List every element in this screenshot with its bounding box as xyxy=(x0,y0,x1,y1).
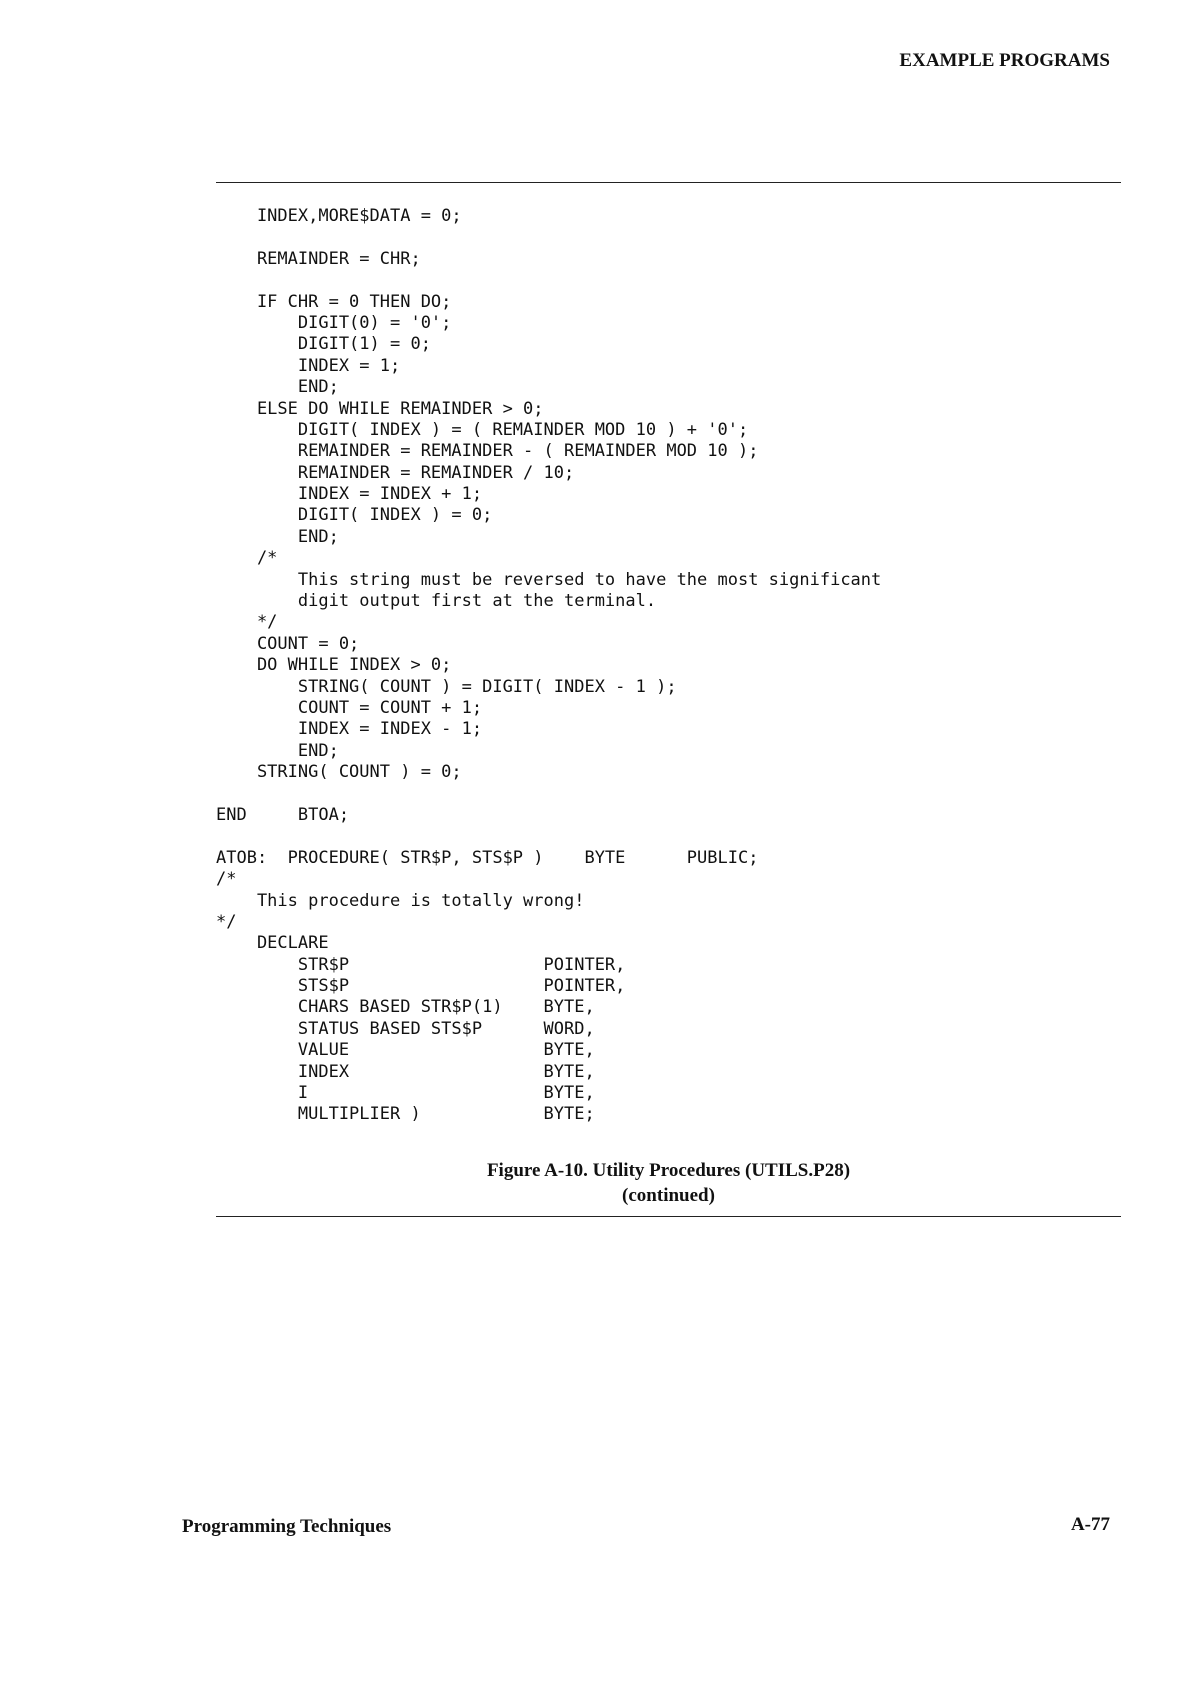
code-line: MULTIPLIER ) BYTE; xyxy=(216,1104,595,1125)
code-line xyxy=(216,784,1116,805)
code-line: STRING( COUNT ) = DIGIT( INDEX - 1 ); xyxy=(216,676,677,697)
code-line xyxy=(216,270,1116,291)
bottom-rule xyxy=(216,1216,1121,1217)
page-number: A-77 xyxy=(1070,1514,1110,1535)
code-line: DIGIT( INDEX ) = ( REMAINDER MOD 10 ) + '0'; xyxy=(216,419,749,440)
code-line: /* xyxy=(216,869,237,890)
code-line: COUNT = COUNT + 1; xyxy=(216,697,483,718)
code-line: DECLARE xyxy=(216,933,329,954)
code-line: CHARS BASED STR$P(1) BYTE, xyxy=(216,997,595,1018)
code-line: INDEX = INDEX + 1; xyxy=(216,484,483,505)
top-rule xyxy=(216,182,1121,183)
footer-chapter-title: Programming Techniques xyxy=(182,1516,392,1537)
code-line: REMAINDER = REMAINDER / 10; xyxy=(216,462,575,483)
code-line: DO WHILE INDEX > 0; xyxy=(216,655,452,676)
code-line: */ xyxy=(216,612,278,633)
code-line: INDEX BYTE, xyxy=(216,1061,595,1082)
code-line: IF CHR = 0 THEN DO; xyxy=(216,291,452,312)
code-line: DIGIT(0) = '0'; xyxy=(216,312,452,333)
code-line: ELSE DO WHILE REMAINDER > 0; xyxy=(216,398,544,419)
code-line: INDEX = 1; xyxy=(216,355,401,376)
code-line: VALUE BYTE, xyxy=(216,1040,595,1061)
code-line: DIGIT( INDEX ) = 0; xyxy=(216,505,493,526)
code-line: This string must be reversed to have the most significant xyxy=(216,569,882,590)
code-listing xyxy=(216,206,1116,1126)
code-line: STRING( COUNT ) = 0; xyxy=(216,762,462,783)
code-line: digit output first at the terminal. xyxy=(216,591,657,612)
code-line: STS$P POINTER, xyxy=(216,976,626,997)
code-line: /* xyxy=(216,548,278,569)
code-line: END BTOA; xyxy=(216,804,350,825)
code-line: STR$P POINTER, xyxy=(216,954,626,975)
code-line: INDEX = INDEX - 1; xyxy=(216,719,483,740)
code-line: REMAINDER = CHR; xyxy=(216,248,421,269)
code-line: STATUS BASED STS$P WORD, xyxy=(216,1018,595,1039)
code-line xyxy=(216,826,1116,847)
caption-line-1: Figure A-10. Utility Procedures (UTILS.P28) xyxy=(486,1160,851,1181)
code-line: This procedure is totally wrong! xyxy=(216,890,585,911)
figure-caption xyxy=(216,1158,1121,1208)
section-title: EXAMPLE PROGRAMS xyxy=(899,50,1110,71)
code-line: REMAINDER = REMAINDER - ( REMAINDER MOD 10 ); xyxy=(216,441,759,462)
caption-line-2: (continued) xyxy=(622,1185,715,1206)
code-line: INDEX,MORE$DATA = 0; xyxy=(216,206,462,226)
code-line: END; xyxy=(216,526,339,547)
code-line: I BYTE, xyxy=(216,1083,595,1104)
code-line: */ xyxy=(216,911,237,932)
code-line: ATOB: PROCEDURE( STR$P, STS$P ) BYTE PUBLIC; xyxy=(216,847,759,868)
code-line: DIGIT(1) = 0; xyxy=(216,334,431,355)
code-line: COUNT = 0; xyxy=(216,633,360,654)
code-line: END; xyxy=(216,740,339,761)
code-line xyxy=(216,227,1116,248)
code-line: END; xyxy=(216,377,339,398)
